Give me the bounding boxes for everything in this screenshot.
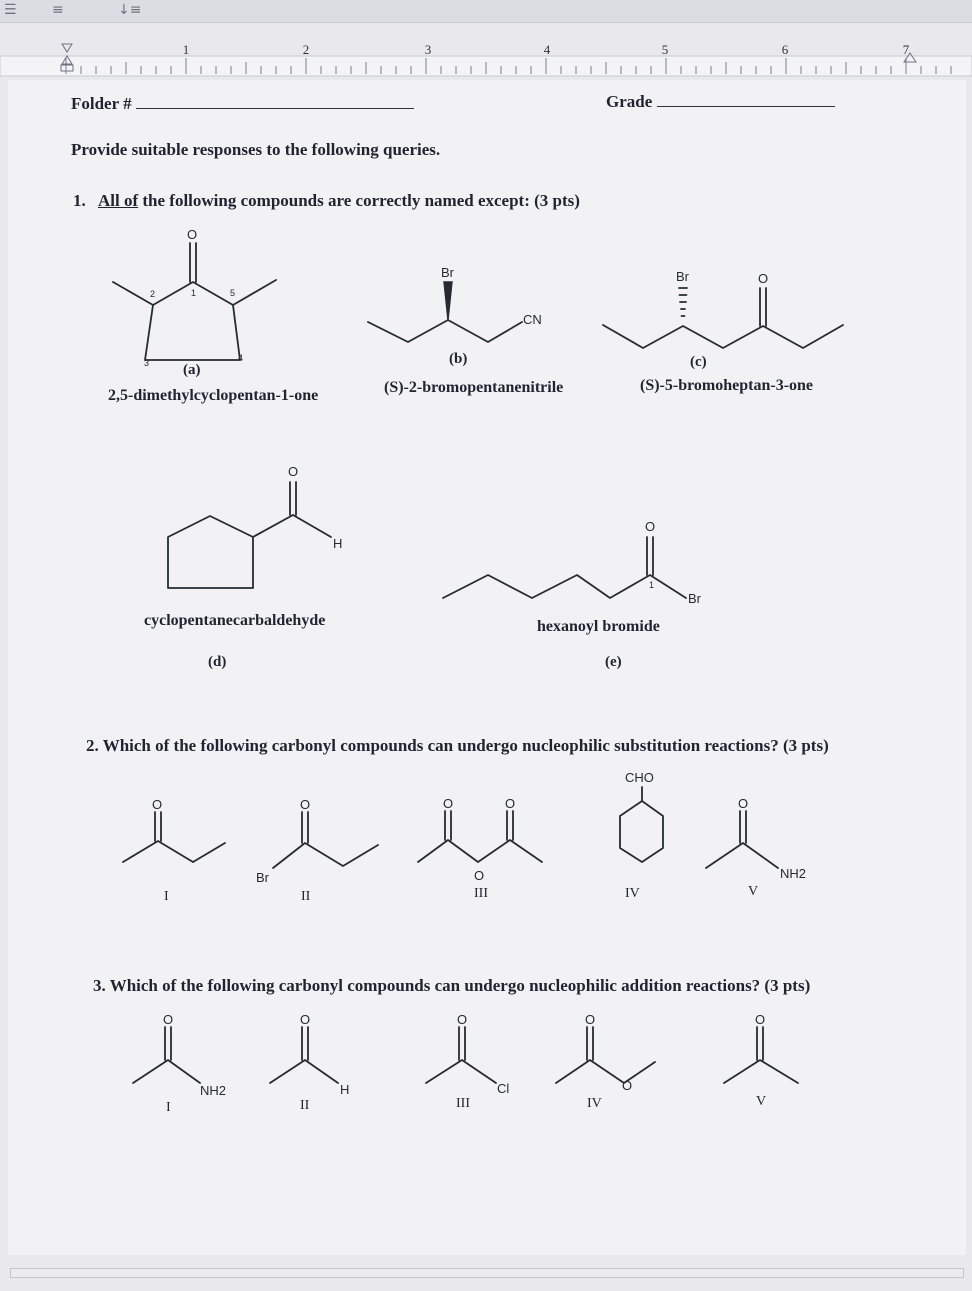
atom-label: O [645,519,656,534]
compound-letter: (d) [208,654,227,670]
compound-name: cyclopentanecarbaldehyde [144,612,326,629]
option-label: I [164,889,169,904]
atom-label: O [474,868,485,883]
atom-label: O [457,1012,468,1027]
locant-label: 3 [144,358,150,368]
ruler-number: 5 [661,42,669,57]
option-label: III [456,1096,470,1111]
atom-label: H [333,536,343,551]
option-label: V [756,1094,767,1109]
option-3-II-structure [270,1012,349,1097]
option-3-V-structure [724,1012,798,1083]
option-label: II [300,1098,310,1113]
locant-label: 4 [238,353,244,363]
folder-label: Folder # [71,94,132,113]
ruler-number: 4 [543,42,551,57]
sort-icon[interactable]: ↓≡ [118,2,142,18]
question-1-text: the following compounds are correctly named except: (3 pts) [142,191,580,210]
option-label: IV [587,1096,602,1111]
atom-label: Br [441,265,454,280]
atom-label: H [340,1082,350,1097]
instructions: Provide suitable responses to the following queries. [71,140,441,159]
atom-label: O [163,1012,174,1027]
atom-label: O [152,797,163,812]
locant-label: 1 [191,288,197,298]
option-3-IV-structure [556,1012,655,1093]
question-3-text: Which of the following carbonyl compounds can undergo nucleophilic addition reactions? (3 pts) [109,976,811,995]
list-icon[interactable]: ≡ [52,2,64,18]
grade-label: Grade [606,92,653,111]
atom-label: O [622,1078,633,1093]
option-label: IV [625,886,640,901]
atom-label: CHO [625,770,654,785]
locant-label: 5 [230,288,236,298]
atom-label: Br [256,870,269,885]
atom-label: NH2 [200,1083,227,1098]
option-label: V [748,884,759,899]
atom-label: O [187,227,198,242]
ruler-number: 6 [781,42,789,57]
ruler-number: 2 [302,42,310,57]
compound-letter: (e) [605,654,622,670]
option-label: I [166,1100,171,1115]
ruler-number: 3 [424,42,432,57]
question-number: 2. [86,736,99,755]
question-1-emphasis: All of [98,191,139,210]
compound-letter: (c) [690,354,707,370]
atom-label: Br [676,269,689,284]
atom-label: Br [688,591,701,606]
question-2-text: Which of the following carbonyl compounds can undergo nucleophilic substitution reactions? (3 pts) [102,736,829,755]
atom-label: O [443,796,454,811]
atom-label: O [758,271,769,286]
question-number: 3. [93,976,106,995]
compound-name: (S)-2-bromopentanenitrile [384,379,564,396]
compound-name: (S)-5-bromoheptan-3-one [640,377,814,394]
atom-label: CN [523,312,542,327]
horizontal-scrollbar[interactable] [10,1268,964,1278]
menu-lines-icon[interactable]: ☰ [4,2,17,18]
atom-label: O [505,796,516,811]
compound-letter: (a) [183,362,201,378]
atom-label: O [738,796,749,811]
option-label: II [301,889,311,904]
atom-label: NH2 [780,866,807,881]
atom-label: O [288,464,299,479]
option-label: III [474,886,488,901]
ruler-number: 1 [182,42,190,57]
option-3-III-structure [426,1012,509,1096]
compound-letter: (b) [449,351,468,367]
atom-label: O [755,1012,766,1027]
option-3-I-structure [133,1012,226,1098]
compound-name: hexanoyl bromide [537,618,660,635]
atom-label: O [300,797,311,812]
atom-label: O [585,1012,596,1027]
atom-label: Cl [497,1081,510,1096]
ruler-number: 7 [902,42,910,57]
compound-name: 2,5-dimethylcyclopentan-1-one [108,387,319,404]
locant-label: 2 [150,289,156,299]
locant-label: 1 [649,580,655,590]
atom-label: O [300,1012,311,1027]
question-number: 1. [73,191,86,210]
